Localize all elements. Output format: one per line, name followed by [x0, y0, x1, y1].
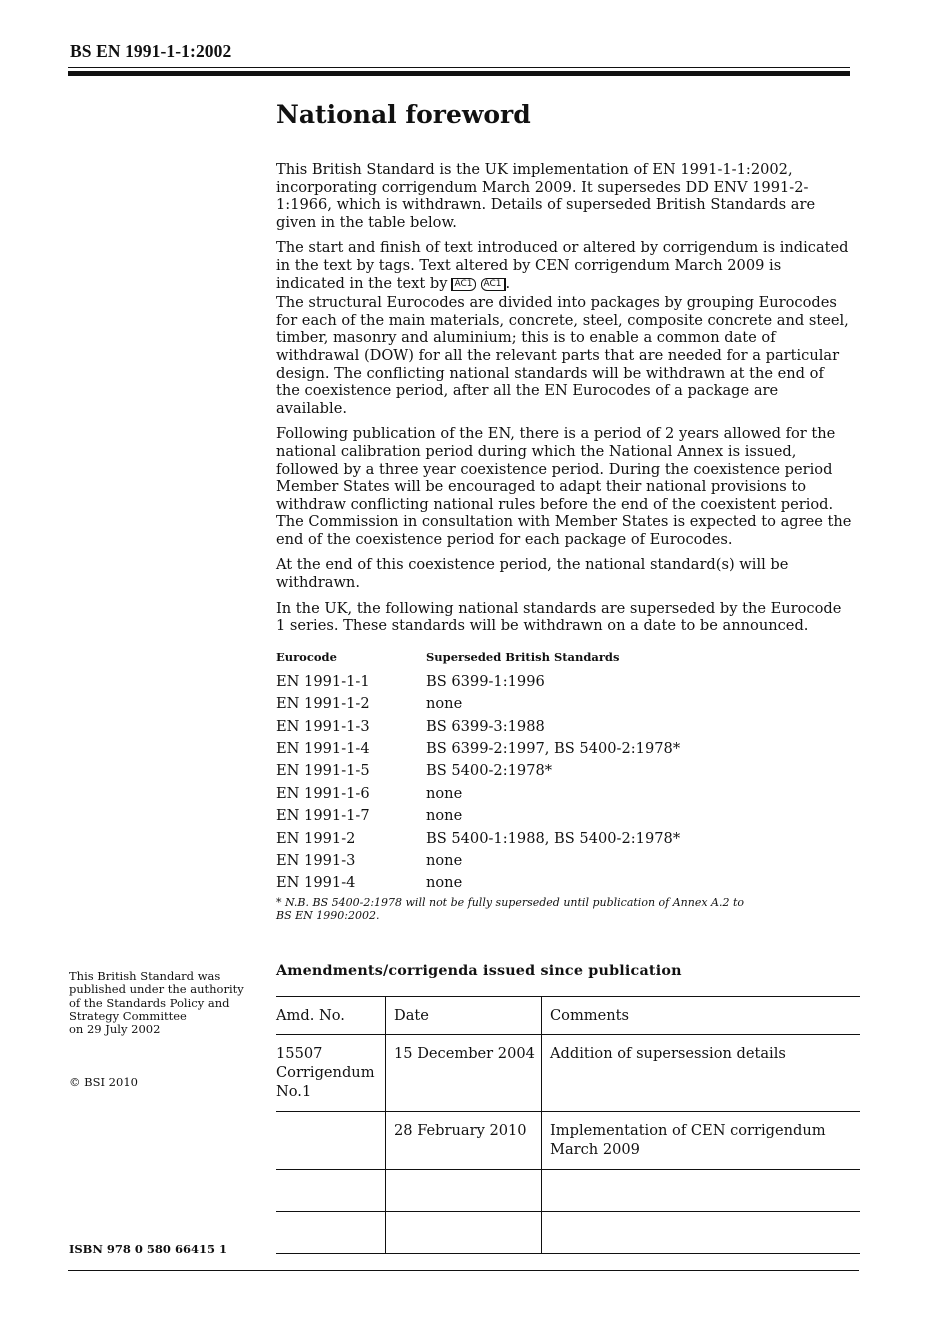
table-row: [276, 1170, 860, 1212]
eurocode-cell: EN 1991-1-3: [276, 717, 370, 735]
amendments-title: Amendments/corrigenda issued since publication: [276, 963, 682, 979]
eurocode-cell: EN 1991-1-4: [276, 740, 370, 757]
table-row: [276, 782, 680, 804]
amendments-header-row: [276, 997, 860, 1035]
sidebar-line: of the Standards Policy and: [69, 995, 230, 1010]
eurocode-cell: EN 1991-1-6: [276, 784, 370, 802]
table-row: [276, 1212, 860, 1254]
amendments-table: [276, 996, 860, 1254]
table-row: [276, 872, 680, 894]
table-row: [276, 715, 680, 737]
column-header-eurocode: Eurocode: [276, 649, 337, 664]
eurocode-cell: EN 1991-1-2: [276, 695, 370, 713]
superseded-cell: BS 5400-1:1988, BS 5400-2:1978*: [426, 829, 681, 847]
paragraph-uk-superseded: In the UK, the following national standards are superseded by the Eurocode 1 series. These standards will be withdrawn on a date to be announced.: [276, 599, 842, 635]
superseded-cell: none: [426, 695, 463, 713]
comments-cell: [542, 1212, 861, 1254]
table-row: [276, 760, 680, 782]
superseded-cell: BS 6399-2:1997, BS 5400-2:1978*: [426, 740, 681, 757]
amd-no-cell: [276, 1112, 386, 1170]
page-title: National foreword: [276, 100, 531, 129]
header-date: Date: [386, 997, 542, 1035]
amd-no-line: No.1: [276, 1083, 312, 1100]
header-rule-thick: [68, 71, 850, 76]
ac1-close-tag-icon: AC1: [481, 278, 506, 291]
superseded-cell: none: [426, 851, 463, 869]
footnote-line: BS EN 1990:2002.: [276, 909, 380, 923]
table-row: [276, 827, 680, 849]
table-row: [276, 738, 680, 760]
amd-no-line: Corrigendum: [276, 1064, 375, 1081]
table-row: [276, 1112, 860, 1170]
isbn-number: ISBN 978 0 580 66415 1: [69, 1242, 227, 1256]
amd-no-cell: [276, 1035, 386, 1112]
superseded-cell: none: [426, 807, 463, 825]
comments-line: March 2009: [550, 1141, 640, 1158]
eurocode-cell: EN 1991-1-1: [276, 672, 370, 690]
eurocode-cell: EN 1991-1-7: [276, 807, 370, 825]
sidebar-line: This British Standard was: [69, 969, 221, 983]
comments-cell: [542, 1170, 861, 1212]
paragraph-corrigendum-tags: [276, 239, 852, 292]
amd-no-line: 15507: [276, 1045, 323, 1062]
sidebar-line: published under the authority: [69, 982, 244, 997]
eurocode-cell: EN 1991-1-5: [276, 762, 370, 780]
superseded-cell: none: [426, 874, 463, 892]
eurocode-cell: EN 1991-3: [276, 851, 356, 869]
amd-no-cell: [276, 1212, 386, 1254]
corrigendum-tags-end: .: [505, 274, 511, 292]
table-header-row: [276, 649, 680, 671]
document-code: BS EN 1991-1-1:2002: [70, 41, 232, 61]
publication-authority-note: [69, 970, 259, 1036]
superseded-cell: none: [426, 784, 463, 802]
paragraph-implementation: This British Standard is the UK implementation of EN 1991-1-1:2002, incorporating corrigendum March 2009. It supersedes DD ENV 1991-2-1:1966, which is withdrawn. Details of superseded British Standards are given in the table below.: [276, 161, 816, 231]
table-footnote: [276, 896, 852, 922]
comments-cell: [542, 1112, 861, 1170]
date-cell: [386, 1212, 542, 1254]
superseded-cell: BS 6399-3:1988: [426, 717, 545, 735]
sidebar-line: on 29 July 2002: [69, 1022, 161, 1037]
corrigendum-tags-text: The start and finish of text introduced or altered by corrigendum is indicated in the text by tags. Text altered by CEN corrigendum March 2009 is indicated in the text by: [276, 239, 849, 292]
comments-cell: Addition of supersession details: [542, 1035, 861, 1112]
table-row: [276, 805, 680, 827]
table-row: [276, 850, 680, 872]
table-row: [276, 670, 680, 692]
table-row: [276, 693, 680, 715]
header-comments: Comments: [542, 997, 861, 1035]
ac1-open-tag-icon: AC1: [451, 278, 476, 291]
superseded-standards-table: [276, 649, 680, 895]
column-header-superseded: Superseded British Standards: [426, 649, 620, 664]
eurocode-cell: EN 1991-2: [276, 829, 356, 847]
date-cell: 15 December 2004: [386, 1035, 542, 1112]
superseded-cell: BS 5400-2:1978*: [426, 762, 553, 780]
date-cell: [386, 1170, 542, 1212]
footnote-line: * N.B. BS 5400-2:1978 will not be fully superseded until publication of Annex A.2 to: [276, 896, 745, 910]
copyright-notice: © BSI 2010: [69, 1075, 138, 1089]
footer-rule: [68, 1270, 859, 1271]
amd-no-cell: [276, 1170, 386, 1212]
eurocode-cell: EN 1991-4: [276, 874, 356, 892]
comments-line: Implementation of CEN corrigendum: [550, 1122, 826, 1139]
header-rule-thin: [68, 67, 850, 68]
foreword-body: [276, 161, 852, 922]
sidebar-line: Strategy Committee: [69, 1008, 187, 1023]
header-amd-no: Amd. No.: [276, 997, 386, 1035]
paragraph-withdrawal: At the end of this coexistence period, the national standard(s) will be withdrawn.: [276, 556, 789, 592]
superseded-cell: BS 6399-1:1996: [426, 672, 545, 690]
paragraph-eurocode-packages: The structural Eurocodes are divided into packages by grouping Eurocodes for each of the main materials, concrete, steel, composite concrete and steel, timber, masonry and aluminium; this is to enable a common date of withdrawal (DOW) for all the relevant parts that are needed for a particular design. The conflicting national standards will be withdrawn at the end of the coexistence period, after all the EN Eurocodes of a package are available.: [276, 294, 849, 417]
table-row: [276, 1035, 860, 1112]
date-cell: 28 February 2010: [386, 1112, 542, 1170]
paragraph-coexistence: Following publication of the EN, there is a period of 2 years allowed for the national calibration period during which the National Annex is issued, followed by a three year coexistence period. During the coexistence period Member States will be encouraged to adapt their national provisions to withdraw conflicting national rules before the end of the coexistent period. The Commission in consultation with Member States is expected to agree the end of the coexistence period for each package of Eurocodes.: [276, 425, 852, 548]
